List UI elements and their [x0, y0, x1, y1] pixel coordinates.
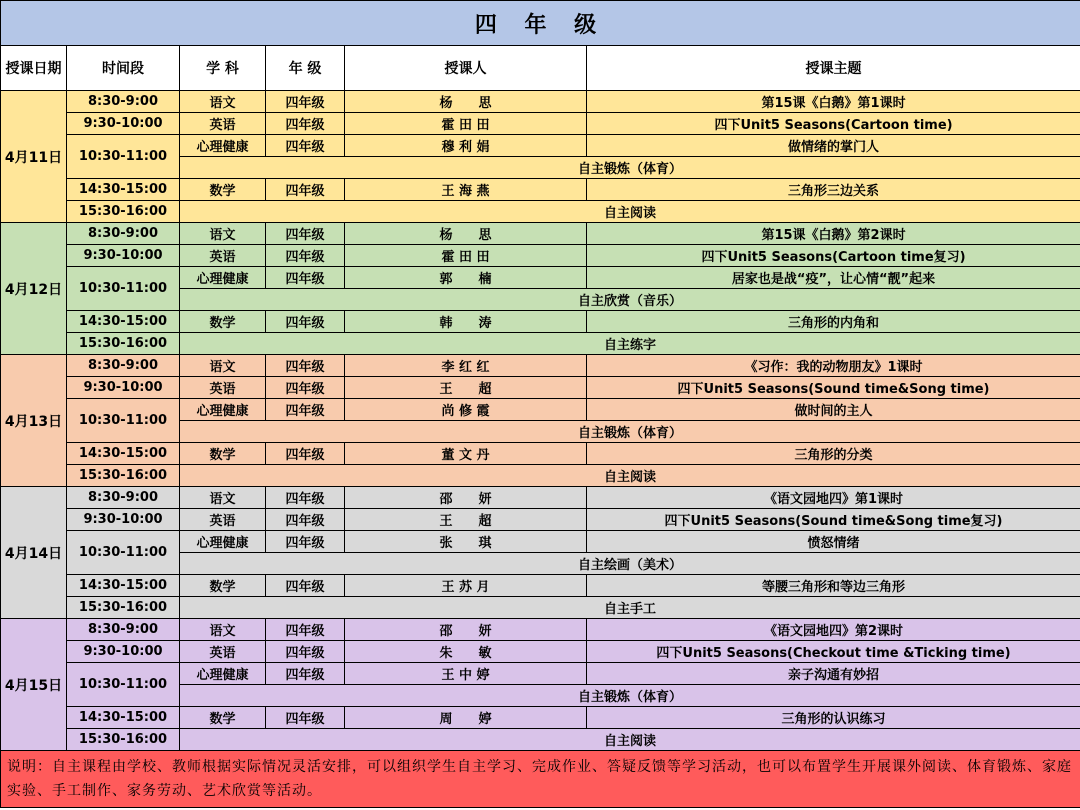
grade-cell: 四年级	[266, 509, 345, 531]
subject-cell: 英语	[180, 113, 266, 135]
time-cell: 15:30-16:00	[67, 729, 180, 751]
teacher-cell: 穆 利 娟	[345, 135, 587, 157]
grade-cell: 四年级	[266, 311, 345, 333]
table-row	[1, 619, 1080, 641]
table-row	[1, 355, 1080, 377]
subject-cell: 数学	[180, 311, 266, 333]
teacher-cell: 王 超	[345, 509, 587, 531]
time-cell: 10:30-11:00	[67, 267, 180, 311]
time-cell: 15:30-16:00	[67, 465, 180, 487]
grade-cell: 四年级	[266, 641, 345, 663]
subject-cell: 英语	[180, 377, 266, 399]
subject-cell: 语文	[180, 91, 266, 113]
teacher-cell: 王 超	[345, 377, 587, 399]
time-cell: 8:30-9:00	[67, 355, 180, 377]
time-cell: 10:30-11:00	[67, 531, 180, 575]
note-row	[1, 751, 1080, 808]
grade-cell: 四年级	[266, 223, 345, 245]
topic-cell: 四下Unit5 Seasons(Sound time&Song time复习)	[587, 509, 1080, 531]
topic-cell: 第15课《白鹅》第2课时	[587, 223, 1080, 245]
time-cell: 14:30-15:00	[67, 443, 180, 465]
note-text: 说明：自主课程由学校、教师根据实际情况灵活安排，可以组织学生自主学习、完成作业、答疑反馈等学习活动，也可以布置学生开展课外阅读、体育锻炼、家庭实验、手工制作、家务劳动、艺术欣赏等活动。	[1, 751, 1080, 808]
topic-cell: 居家也是战“疫”，让心情“靓”起来	[587, 267, 1080, 289]
topic-cell: 愤怒情绪	[587, 531, 1080, 553]
time-cell: 15:30-16:00	[67, 333, 180, 355]
grade-cell: 四年级	[266, 487, 345, 509]
table-row	[1, 113, 1080, 135]
grade-cell: 四年级	[266, 91, 345, 113]
time-cell: 9:30-10:00	[67, 245, 180, 267]
self-study-cell: 自主阅读	[180, 465, 1080, 487]
topic-cell: 做时间的主人	[587, 399, 1080, 421]
teacher-cell: 朱 敏	[345, 641, 587, 663]
subject-cell: 语文	[180, 487, 266, 509]
date-cell: 4月12日	[1, 223, 67, 355]
time-cell: 8:30-9:00	[67, 487, 180, 509]
teacher-cell: 韩 涛	[345, 311, 587, 333]
teacher-cell: 王 苏 月	[345, 575, 587, 597]
time-cell: 15:30-16:00	[67, 201, 180, 223]
time-cell: 15:30-16:00	[67, 597, 180, 619]
grade-cell: 四年级	[266, 267, 345, 289]
table-row	[1, 487, 1080, 509]
date-cell: 4月11日	[1, 91, 67, 223]
topic-cell: 三角形三边关系	[587, 179, 1080, 201]
subject-cell: 心理健康	[180, 663, 266, 685]
time-cell: 14:30-15:00	[67, 179, 180, 201]
subject-cell: 数学	[180, 179, 266, 201]
time-cell: 9:30-10:00	[67, 509, 180, 531]
header-grade: 年 级	[266, 46, 345, 91]
subject-cell: 语文	[180, 223, 266, 245]
teacher-cell: 董 文 丹	[345, 443, 587, 465]
table-row	[1, 377, 1080, 399]
time-cell: 8:30-9:00	[67, 91, 180, 113]
subject-cell: 心理健康	[180, 531, 266, 553]
subject-cell: 数学	[180, 707, 266, 729]
topic-cell: 做情绪的掌门人	[587, 135, 1080, 157]
table-row	[1, 179, 1080, 201]
teacher-cell: 霍 田 田	[345, 113, 587, 135]
date-cell: 4月15日	[1, 619, 67, 751]
time-cell: 10:30-11:00	[67, 135, 180, 179]
table-row	[1, 575, 1080, 597]
topic-cell: 四下Unit5 Seasons(Cartoon time)	[587, 113, 1080, 135]
header-date: 授课日期	[1, 46, 67, 91]
subject-cell: 心理健康	[180, 135, 266, 157]
grade-cell: 四年级	[266, 663, 345, 685]
date-cell: 4月14日	[1, 487, 67, 619]
topic-cell: 亲子沟通有妙招	[587, 663, 1080, 685]
table-row	[1, 333, 1080, 355]
grade-cell: 四年级	[266, 619, 345, 641]
subject-cell: 心理健康	[180, 267, 266, 289]
topic-cell: 三角形的分类	[587, 443, 1080, 465]
header-subject: 学 科	[180, 46, 266, 91]
table-row	[1, 509, 1080, 531]
topic-cell: 三角形的认识练习	[587, 707, 1080, 729]
time-cell: 14:30-15:00	[67, 707, 180, 729]
header-teacher: 授课人	[345, 46, 587, 91]
subject-cell: 数学	[180, 575, 266, 597]
grade-cell: 四年级	[266, 531, 345, 553]
time-cell: 9:30-10:00	[67, 377, 180, 399]
teacher-cell: 郭 楠	[345, 267, 587, 289]
self-study-cell: 自主手工	[180, 597, 1080, 619]
topic-cell: 《习作：我的动物朋友》1课时	[587, 355, 1080, 377]
subject-cell: 英语	[180, 245, 266, 267]
teacher-cell: 邵 妍	[345, 487, 587, 509]
subject-cell: 英语	[180, 641, 266, 663]
self-study-cell: 自主锻炼（体育）	[180, 421, 1080, 443]
table-row	[1, 641, 1080, 663]
topic-cell: 四下Unit5 Seasons(Sound time&Song time)	[587, 377, 1080, 399]
self-study-cell: 自主绘画（美术）	[180, 553, 1080, 575]
teacher-cell: 霍 田 田	[345, 245, 587, 267]
header-time: 时间段	[67, 46, 180, 91]
self-study-cell: 自主欣赏（音乐）	[180, 289, 1080, 311]
topic-cell: 三角形的内角和	[587, 311, 1080, 333]
time-cell: 8:30-9:00	[67, 223, 180, 245]
self-study-cell: 自主锻炼（体育）	[180, 685, 1080, 707]
self-study-cell: 自主阅读	[180, 729, 1080, 751]
time-cell: 10:30-11:00	[67, 663, 180, 707]
page-title: 四 年 级	[1, 1, 1080, 46]
topic-cell: 第15课《白鹅》第1课时	[587, 91, 1080, 113]
table-row	[1, 245, 1080, 267]
table-row	[1, 465, 1080, 487]
topic-cell: 等腰三角形和等边三角形	[587, 575, 1080, 597]
date-cell: 4月13日	[1, 355, 67, 487]
teacher-cell: 尚 修 霞	[345, 399, 587, 421]
table-row	[1, 223, 1080, 245]
grade-cell: 四年级	[266, 707, 345, 729]
header-topic: 授课主题	[587, 46, 1080, 91]
table-row	[1, 201, 1080, 223]
time-cell: 9:30-10:00	[67, 113, 180, 135]
table-row	[1, 135, 1080, 157]
subject-cell: 语文	[180, 619, 266, 641]
grade-cell: 四年级	[266, 113, 345, 135]
table-row	[1, 663, 1080, 685]
topic-cell: 《语文园地四》第2课时	[587, 619, 1080, 641]
table-row	[1, 399, 1080, 421]
time-cell: 14:30-15:00	[67, 575, 180, 597]
grade-cell: 四年级	[266, 355, 345, 377]
teacher-cell: 王 中 婷	[345, 663, 587, 685]
table-row	[1, 443, 1080, 465]
topic-cell: 四下Unit5 Seasons(Cartoon time复习)	[587, 245, 1080, 267]
table-row	[1, 91, 1080, 113]
grade-cell: 四年级	[266, 179, 345, 201]
teacher-cell: 杨 思	[345, 91, 587, 113]
topic-cell: 四下Unit5 Seasons(Checkout time &Ticking time)	[587, 641, 1080, 663]
table-row	[1, 311, 1080, 333]
self-study-cell: 自主锻炼（体育）	[180, 157, 1080, 179]
time-cell: 9:30-10:00	[67, 641, 180, 663]
teacher-cell: 杨 思	[345, 223, 587, 245]
grade-cell: 四年级	[266, 245, 345, 267]
grade-cell: 四年级	[266, 135, 345, 157]
grade-cell: 四年级	[266, 399, 345, 421]
self-study-cell: 自主阅读	[180, 201, 1080, 223]
teacher-cell: 邵 妍	[345, 619, 587, 641]
time-cell: 14:30-15:00	[67, 311, 180, 333]
time-cell: 8:30-9:00	[67, 619, 180, 641]
table-row	[1, 531, 1080, 553]
time-cell: 10:30-11:00	[67, 399, 180, 443]
subject-cell: 英语	[180, 509, 266, 531]
grade-cell: 四年级	[266, 575, 345, 597]
table-row	[1, 707, 1080, 729]
table-row	[1, 729, 1080, 751]
subject-cell: 数学	[180, 443, 266, 465]
grade-cell: 四年级	[266, 377, 345, 399]
teacher-cell: 周 婷	[345, 707, 587, 729]
table-row	[1, 267, 1080, 289]
subject-cell: 语文	[180, 355, 266, 377]
topic-cell: 《语文园地四》第1课时	[587, 487, 1080, 509]
subject-cell: 心理健康	[180, 399, 266, 421]
teacher-cell: 张 琪	[345, 531, 587, 553]
table-row	[1, 597, 1080, 619]
grade-cell: 四年级	[266, 443, 345, 465]
self-study-cell: 自主练字	[180, 333, 1080, 355]
teacher-cell: 王 海 燕	[345, 179, 587, 201]
teacher-cell: 李 红 红	[345, 355, 587, 377]
